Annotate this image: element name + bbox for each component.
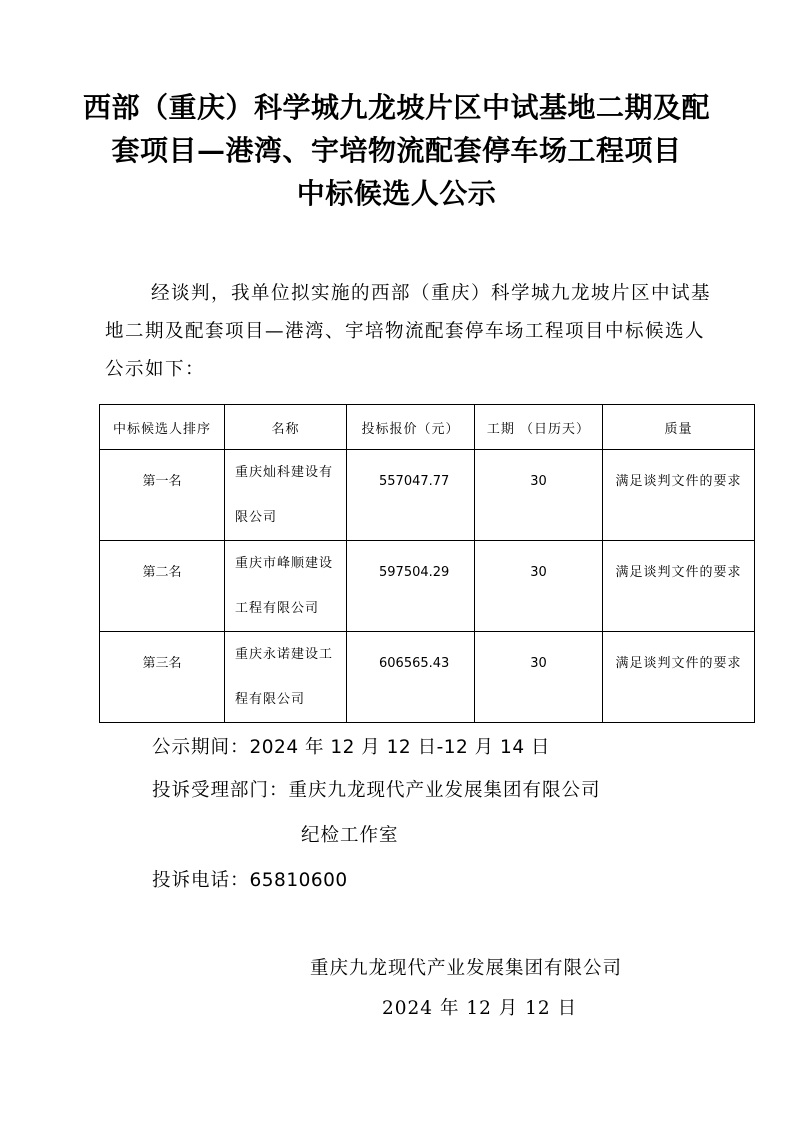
- header-rank: 中标候选人排序: [100, 405, 225, 450]
- rank-cell: 第三名: [100, 632, 225, 723]
- price-cell: 557047.77: [347, 450, 475, 541]
- signature-org: 重庆九龙现代产业发展集团有限公司: [310, 958, 623, 979]
- quality-text: 满足谈判文件的要求: [615, 565, 742, 580]
- table-header-row: [100, 405, 755, 450]
- publicity-period-label: 公示期间：: [152, 737, 250, 758]
- rank-cell: 第一名: [100, 450, 225, 541]
- header-price: 投标报价（元）: [347, 405, 475, 450]
- quality-text: 满足谈判文件的要求: [615, 474, 742, 489]
- company-name: 重庆灿科建设有限公司: [235, 465, 334, 525]
- table-row: [100, 632, 755, 723]
- complaint-dept-office: 纪检工作室: [301, 825, 399, 846]
- complaint-dept: [152, 776, 601, 802]
- quality-text: 满足谈判文件的要求: [615, 656, 742, 671]
- publicity-period: [152, 733, 550, 759]
- name-cell: [225, 541, 347, 632]
- company-name: 重庆市峰顺建设工程有限公司: [235, 556, 334, 616]
- header-period: 工期 （日历天）: [475, 405, 603, 450]
- header-name: 名称: [225, 405, 347, 450]
- complaint-dept-label: 投诉受理部门：: [152, 780, 289, 801]
- rank-cell: 第二名: [100, 541, 225, 632]
- table-row: [100, 541, 755, 632]
- period-cell: 30: [475, 632, 603, 723]
- title-line-2: 套项目—港湾、宇培物流配套停车场工程项目: [111, 134, 682, 167]
- name-cell: [225, 632, 347, 723]
- quality-cell: [603, 632, 755, 723]
- table-row: [100, 450, 755, 541]
- company-name: 重庆永诺建设工程有限公司: [235, 647, 334, 707]
- header-quality: 质量: [603, 405, 755, 450]
- intro-paragraph: 经谈判，我单位拟实施的西部（重庆）科学城九龙坡片区中试基地二期及配套项目—港湾、宇培物流配套停车场工程项目中标候选人公示如下：: [105, 283, 712, 380]
- quality-cell: [603, 541, 755, 632]
- title-line-1: 西部（重庆）科学城九龙坡片区中试基地二期及配: [82, 91, 710, 124]
- period-cell: 30: [475, 450, 603, 541]
- signature-date: 2024 年 12 月 12 日: [382, 998, 578, 1019]
- complaint-dept-value: 重庆九龙现代产业发展集团有限公司: [288, 780, 601, 801]
- period-cell: 30: [475, 541, 603, 632]
- complaint-phone: [152, 866, 348, 892]
- title-line-3: 中标候选人公示: [296, 177, 497, 210]
- complaint-phone-label: 投诉电话：: [152, 870, 250, 891]
- complaint-phone-value: 65810600: [249, 870, 348, 891]
- document-title: [60, 86, 733, 215]
- quality-cell: [603, 450, 755, 541]
- price-cell: 597504.29: [347, 541, 475, 632]
- candidates-table: [99, 404, 755, 723]
- price-cell: 606565.43: [347, 632, 475, 723]
- name-cell: [225, 450, 347, 541]
- publicity-period-value: 2024 年 12 月 12 日-12 月 14 日: [249, 737, 550, 758]
